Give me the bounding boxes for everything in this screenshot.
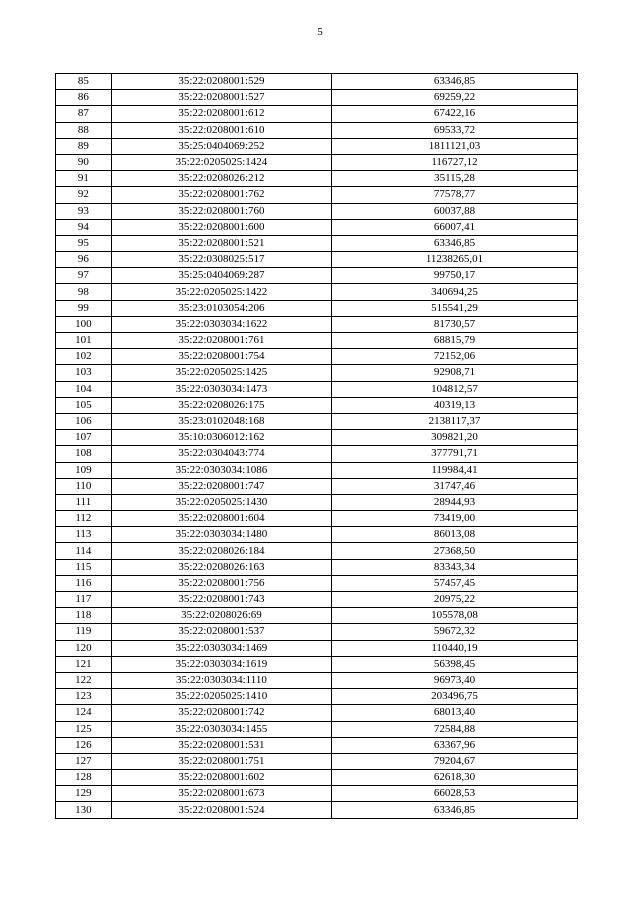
value-cell: 35115,28	[332, 171, 578, 187]
cadastral-number-cell: 35:22:0208001:612	[111, 106, 331, 122]
cadastral-number-cell: 35:22:0208001:760	[111, 203, 331, 219]
row-number-cell: 110	[56, 478, 112, 494]
row-number-cell: 87	[56, 106, 112, 122]
row-number-cell: 123	[56, 689, 112, 705]
cadastral-number-cell: 35:22:0205025:1425	[111, 365, 331, 381]
cadastral-number-cell: 35:22:0208001:521	[111, 235, 331, 251]
row-number-cell: 97	[56, 268, 112, 284]
value-cell: 20975,22	[332, 592, 578, 608]
value-cell: 28944,93	[332, 494, 578, 510]
value-cell: 105578,08	[332, 608, 578, 624]
row-number-cell: 122	[56, 672, 112, 688]
cadastral-number-cell: 35:22:0303034:1480	[111, 527, 331, 543]
value-cell: 66028,53	[332, 786, 578, 802]
cadastral-number-cell: 35:22:0303034:1619	[111, 656, 331, 672]
table-row	[56, 608, 578, 624]
cadastral-number-cell: 35:22:0303034:1110	[111, 672, 331, 688]
row-number-cell: 93	[56, 203, 112, 219]
cadastral-number-cell: 35:22:0303034:1473	[111, 381, 331, 397]
row-number-cell: 92	[56, 187, 112, 203]
cadastral-number-cell: 35:22:0208001:527	[111, 90, 331, 106]
row-number-cell: 130	[56, 802, 112, 818]
cadastral-number-cell: 35:22:0208026:163	[111, 559, 331, 575]
table-row	[56, 171, 578, 187]
value-cell: 56398,45	[332, 656, 578, 672]
table-row	[56, 446, 578, 462]
value-cell: 81730,57	[332, 316, 578, 332]
cadastral-number-cell: 35:22:0205025:1430	[111, 494, 331, 510]
table-row	[56, 74, 578, 90]
row-number-cell: 94	[56, 219, 112, 235]
cadastral-number-cell: 35:25:0404069:252	[111, 138, 331, 154]
value-cell: 63367,96	[332, 737, 578, 753]
table-row	[56, 203, 578, 219]
value-cell: 63346,85	[332, 802, 578, 818]
row-number-cell: 117	[56, 592, 112, 608]
cadastral-number-cell: 35:22:0208001:537	[111, 624, 331, 640]
table-row	[56, 413, 578, 429]
table-row	[56, 187, 578, 203]
row-number-cell: 100	[56, 316, 112, 332]
table-row	[56, 575, 578, 591]
value-cell: 69533,72	[332, 122, 578, 138]
cadastral-number-cell: 35:22:0208026:212	[111, 171, 331, 187]
cadastral-number-cell: 35:22:0208026:69	[111, 608, 331, 624]
table-row	[56, 494, 578, 510]
table-row	[56, 640, 578, 656]
row-number-cell: 99	[56, 300, 112, 316]
registry-table-body	[56, 74, 578, 819]
table-row	[56, 802, 578, 818]
row-number-cell: 88	[56, 122, 112, 138]
table-row	[56, 721, 578, 737]
table-row	[56, 511, 578, 527]
table-row	[56, 397, 578, 413]
value-cell: 86013,08	[332, 527, 578, 543]
table-row	[56, 559, 578, 575]
table-row	[56, 592, 578, 608]
table-row	[56, 252, 578, 268]
row-number-cell: 85	[56, 74, 112, 90]
table-row	[56, 333, 578, 349]
cadastral-number-cell: 35:23:0103054:206	[111, 300, 331, 316]
row-number-cell: 105	[56, 397, 112, 413]
table-row	[56, 705, 578, 721]
cadastral-number-cell: 35:22:0208001:761	[111, 333, 331, 349]
table-row	[56, 770, 578, 786]
row-number-cell: 89	[56, 138, 112, 154]
value-cell: 68013,40	[332, 705, 578, 721]
row-number-cell: 120	[56, 640, 112, 656]
value-cell: 309821,20	[332, 430, 578, 446]
value-cell: 63346,85	[332, 235, 578, 251]
value-cell: 116727,12	[332, 154, 578, 170]
cadastral-number-cell: 35:22:0303034:1622	[111, 316, 331, 332]
row-number-cell: 103	[56, 365, 112, 381]
cadastral-number-cell: 35:22:0208001:756	[111, 575, 331, 591]
value-cell: 72152,06	[332, 349, 578, 365]
cadastral-number-cell: 35:22:0205025:1422	[111, 284, 331, 300]
value-cell: 11238265,01	[332, 252, 578, 268]
table-row	[56, 268, 578, 284]
value-cell: 2138117,37	[332, 413, 578, 429]
table-row	[56, 786, 578, 802]
cadastral-number-cell: 35:23:0102048:168	[111, 413, 331, 429]
value-cell: 99750,17	[332, 268, 578, 284]
row-number-cell: 95	[56, 235, 112, 251]
table-row	[56, 381, 578, 397]
row-number-cell: 126	[56, 737, 112, 753]
value-cell: 63346,85	[332, 74, 578, 90]
value-cell: 79204,67	[332, 753, 578, 769]
row-number-cell: 116	[56, 575, 112, 591]
cadastral-number-cell: 35:22:0303034:1086	[111, 462, 331, 478]
row-number-cell: 111	[56, 494, 112, 510]
table-row	[56, 689, 578, 705]
value-cell: 83343,34	[332, 559, 578, 575]
value-cell: 68815,79	[332, 333, 578, 349]
value-cell: 203496,75	[332, 689, 578, 705]
value-cell: 40319,13	[332, 397, 578, 413]
cadastral-number-cell: 35:22:0208001:600	[111, 219, 331, 235]
table-row	[56, 462, 578, 478]
table-row	[56, 527, 578, 543]
table-row	[56, 300, 578, 316]
cadastral-number-cell: 35:22:0303034:1469	[111, 640, 331, 656]
table-row	[56, 154, 578, 170]
cadastral-number-cell: 35:22:0208001:747	[111, 478, 331, 494]
value-cell: 27368,50	[332, 543, 578, 559]
cadastral-number-cell: 35:22:0208001:531	[111, 737, 331, 753]
cadastral-number-cell: 35:22:0304043:774	[111, 446, 331, 462]
cadastral-number-cell: 35:22:0308025:517	[111, 252, 331, 268]
row-number-cell: 101	[56, 333, 112, 349]
row-number-cell: 114	[56, 543, 112, 559]
cadastral-number-cell: 35:22:0205025:1424	[111, 154, 331, 170]
cadastral-number-cell: 35:10:0306012:162	[111, 430, 331, 446]
cadastral-number-cell: 35:22:0208001:762	[111, 187, 331, 203]
row-number-cell: 90	[56, 154, 112, 170]
row-number-cell: 124	[56, 705, 112, 721]
row-number-cell: 119	[56, 624, 112, 640]
table-row	[56, 90, 578, 106]
table-row	[56, 349, 578, 365]
value-cell: 92908,71	[332, 365, 578, 381]
value-cell: 31747,46	[332, 478, 578, 494]
row-number-cell: 98	[56, 284, 112, 300]
cadastral-number-cell: 35:22:0208001:610	[111, 122, 331, 138]
row-number-cell: 128	[56, 770, 112, 786]
value-cell: 69259,22	[332, 90, 578, 106]
table-row	[56, 284, 578, 300]
table-row	[56, 219, 578, 235]
row-number-cell: 115	[56, 559, 112, 575]
value-cell: 96973,40	[332, 672, 578, 688]
row-number-cell: 127	[56, 753, 112, 769]
cadastral-number-cell: 35:22:0208001:751	[111, 753, 331, 769]
value-cell: 110440,19	[332, 640, 578, 656]
table-row	[56, 656, 578, 672]
cadastral-number-cell: 35:22:0208001:524	[111, 802, 331, 818]
cadastral-number-cell: 35:22:0303034:1455	[111, 721, 331, 737]
value-cell: 60037,88	[332, 203, 578, 219]
table-row	[56, 106, 578, 122]
value-cell: 119984,41	[332, 462, 578, 478]
registry-table	[55, 73, 578, 819]
table-row	[56, 624, 578, 640]
cadastral-number-cell: 35:22:0205025:1410	[111, 689, 331, 705]
value-cell: 1811121,03	[332, 138, 578, 154]
row-number-cell: 118	[56, 608, 112, 624]
row-number-cell: 102	[56, 349, 112, 365]
row-number-cell: 107	[56, 430, 112, 446]
table-row	[56, 430, 578, 446]
row-number-cell: 91	[56, 171, 112, 187]
row-number-cell: 125	[56, 721, 112, 737]
cadastral-number-cell: 35:22:0208001:604	[111, 511, 331, 527]
value-cell: 377791,71	[332, 446, 578, 462]
row-number-cell: 129	[56, 786, 112, 802]
cadastral-number-cell: 35:25:0404069:287	[111, 268, 331, 284]
row-number-cell: 108	[56, 446, 112, 462]
cadastral-number-cell: 35:22:0208001:529	[111, 74, 331, 90]
table-row	[56, 478, 578, 494]
row-number-cell: 109	[56, 462, 112, 478]
page-number: 5	[317, 26, 323, 38]
row-number-cell: 86	[56, 90, 112, 106]
row-number-cell: 96	[56, 252, 112, 268]
row-number-cell: 104	[56, 381, 112, 397]
row-number-cell: 112	[56, 511, 112, 527]
cadastral-number-cell: 35:22:0208001:743	[111, 592, 331, 608]
value-cell: 67422,16	[332, 106, 578, 122]
table-row	[56, 753, 578, 769]
value-cell: 62618,30	[332, 770, 578, 786]
cadastral-number-cell: 35:22:0208001:742	[111, 705, 331, 721]
value-cell: 104812,57	[332, 381, 578, 397]
value-cell: 77578,77	[332, 187, 578, 203]
table-row	[56, 316, 578, 332]
table-row	[56, 235, 578, 251]
value-cell: 72584,88	[332, 721, 578, 737]
value-cell: 340694,25	[332, 284, 578, 300]
value-cell: 515541,29	[332, 300, 578, 316]
table-row	[56, 138, 578, 154]
value-cell: 57457,45	[332, 575, 578, 591]
cadastral-number-cell: 35:22:0208001:754	[111, 349, 331, 365]
table-row	[56, 122, 578, 138]
table-row	[56, 543, 578, 559]
row-number-cell: 113	[56, 527, 112, 543]
table-row	[56, 737, 578, 753]
value-cell: 59672,32	[332, 624, 578, 640]
row-number-cell: 121	[56, 656, 112, 672]
value-cell: 73419,00	[332, 511, 578, 527]
table-row	[56, 672, 578, 688]
cadastral-number-cell: 35:22:0208026:184	[111, 543, 331, 559]
cadastral-number-cell: 35:22:0208001:673	[111, 786, 331, 802]
value-cell: 66007,41	[332, 219, 578, 235]
table-row	[56, 365, 578, 381]
cadastral-number-cell: 35:22:0208026:175	[111, 397, 331, 413]
row-number-cell: 106	[56, 413, 112, 429]
cadastral-number-cell: 35:22:0208001:602	[111, 770, 331, 786]
